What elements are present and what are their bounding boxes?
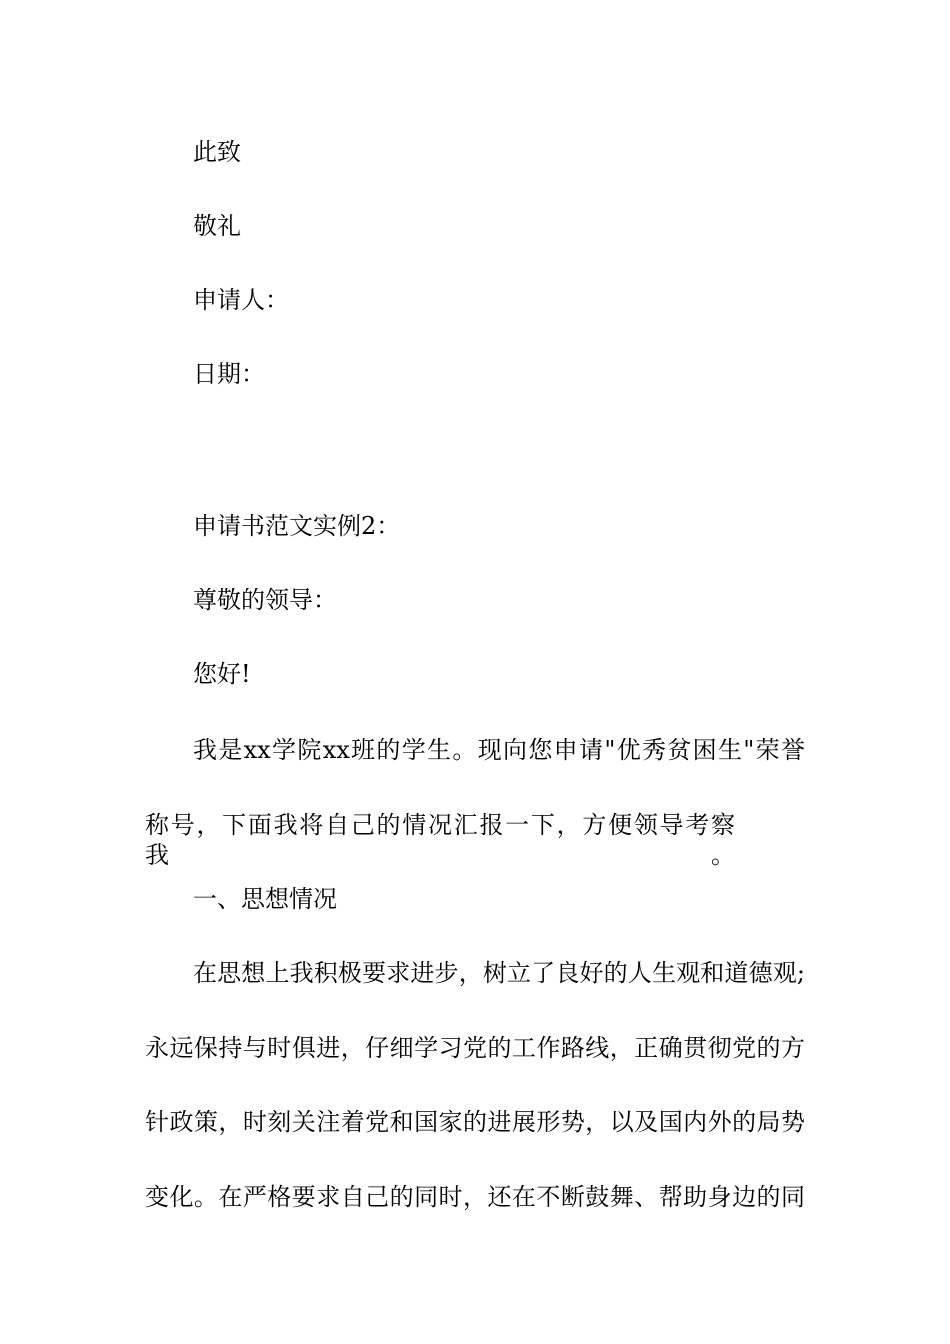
closing-regards: 敬礼 xyxy=(193,212,241,240)
addressee: 尊敬的领导： xyxy=(193,586,337,614)
intro-line-1: 我是xx学院xx班的学生。现向您申请"优秀贫困生"荣誉 xyxy=(193,736,805,764)
applicant-label: 申请人： xyxy=(193,286,289,314)
intro-line-2: 称号，下面我将自己的情况汇报一下，方便领导考察我。 xyxy=(145,811,735,869)
section-1-line-1: 在思想上我积极要求进步，树立了良好的人生观和道德观; xyxy=(193,959,805,987)
date-label: 日期： xyxy=(193,360,265,388)
section-1-title: 一、思想情况 xyxy=(193,885,337,913)
example-heading: 申请书范文实例2： xyxy=(193,512,401,540)
section-1-line-4: 变化。在严格要求自己的同时，还在不断鼓舞、帮助身边的同 xyxy=(145,1183,805,1211)
closing-salutation: 此致 xyxy=(193,138,241,166)
section-1-line-3: 针政策，时刻关注着党和国家的进展形势，以及国内外的局势 xyxy=(145,1108,805,1136)
section-1-line-2: 永远保持与时俱进，仔细学习党的工作路线，正确贯彻党的方 xyxy=(145,1034,805,1062)
greeting: 您好! xyxy=(193,660,251,688)
